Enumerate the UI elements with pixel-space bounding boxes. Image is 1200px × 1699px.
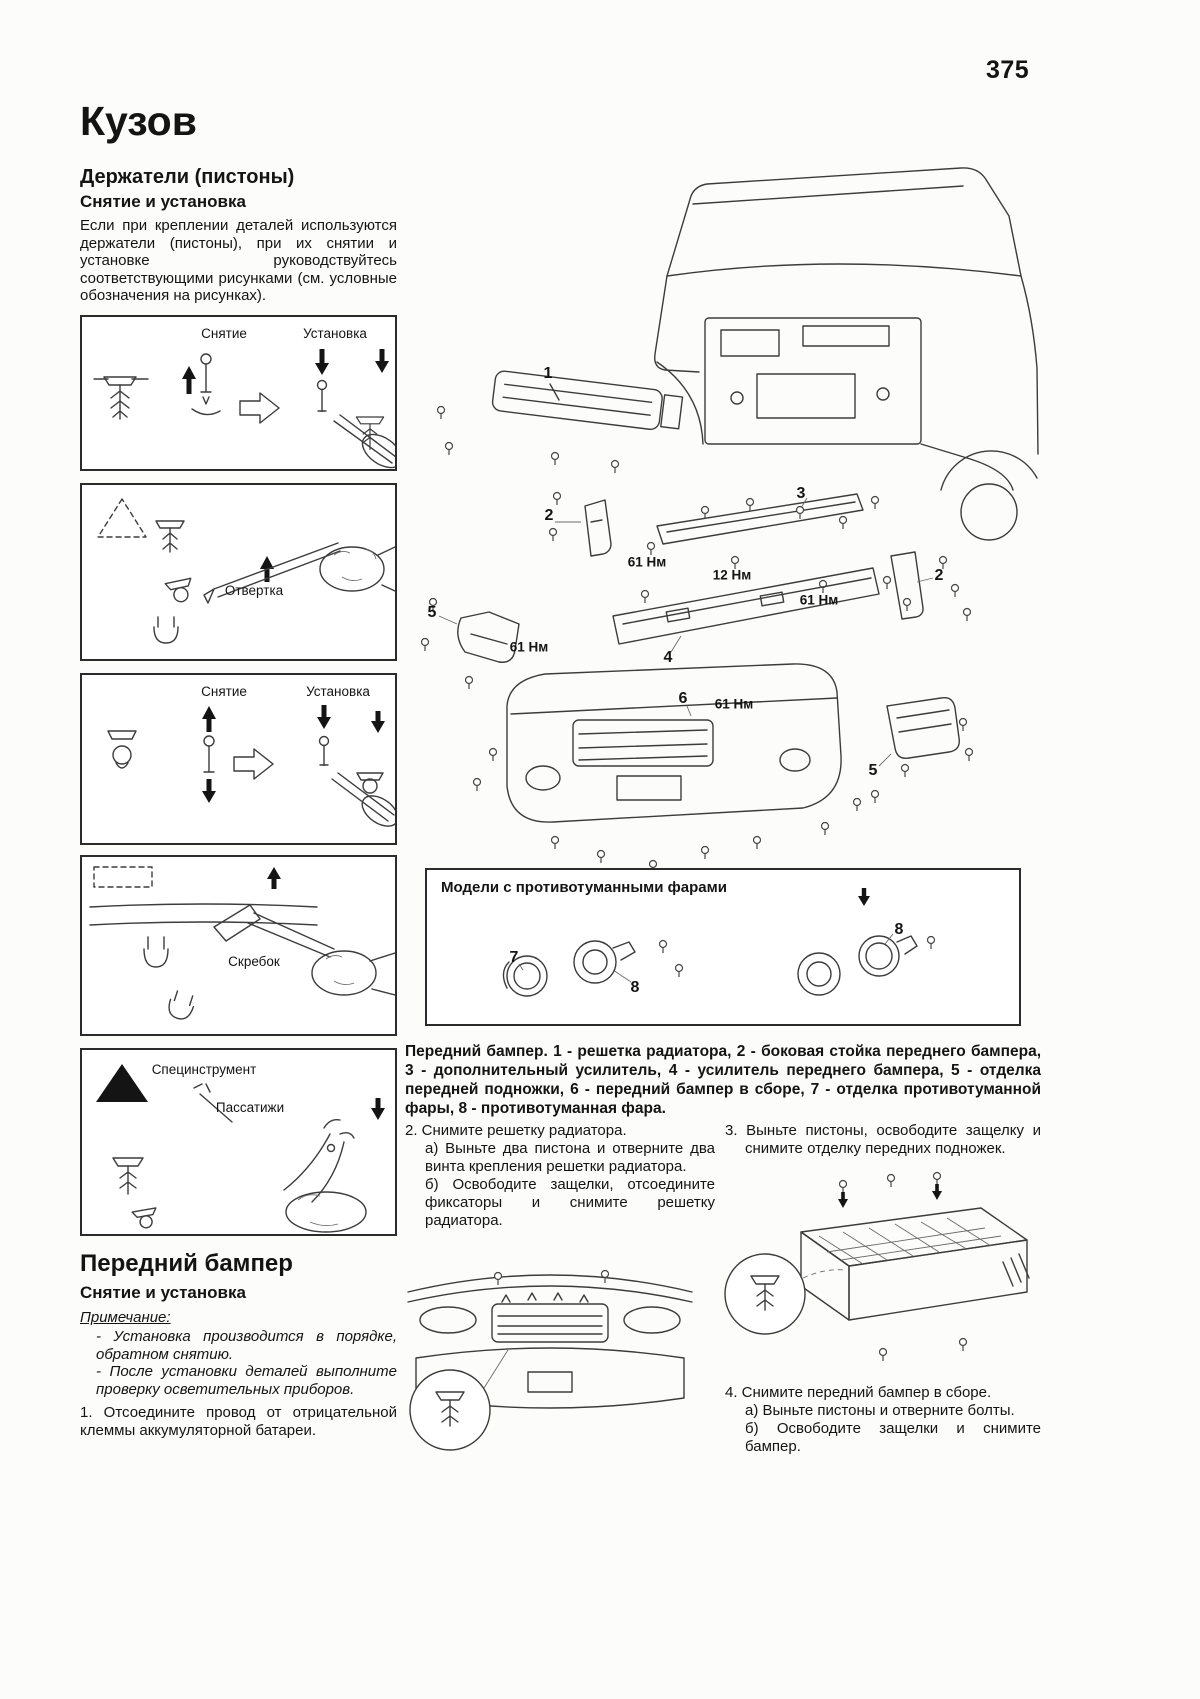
step-trim-removal-illustration <box>723 1166 1041 1374</box>
holders-heading: Держатели (пистоны) <box>80 166 295 188</box>
figure1-install-label: Установка <box>303 326 367 341</box>
figure-clip-special-tool-pliers <box>80 1048 397 1236</box>
callout-side-stay-right: 2 <box>934 567 944 584</box>
note-label: Примечание: <box>80 1309 171 1326</box>
figure2-tool-label: Отвертка <box>224 583 284 598</box>
figure-clip-screwdriver <box>80 483 397 661</box>
callout-grille: 1 <box>543 365 553 382</box>
screwdriver-illustration <box>82 485 395 659</box>
callout-add-reinforcement: 3 <box>796 485 806 502</box>
holders-subheading: Снятие и установка <box>80 192 246 211</box>
grille-removal-illustration <box>400 1246 700 1462</box>
holders-intro-text: Если при креплении деталей используются держатели (пистоны), при их снятии и установке руководствуйтесь соответствующими рисунками (см. условные обозначения на рисунках). <box>80 217 397 305</box>
callout-bumper-reinforcement: 4 <box>663 649 673 666</box>
step3-text: 3. Выньте пистоны, освободите защелку и снимите отделку передних подножек. <box>725 1122 1041 1157</box>
torque-label-61nm-2: 61 Нм <box>799 592 839 608</box>
figure3-install-label: Установка <box>306 684 370 699</box>
step4-item-a: а) Выньте пистоны и отверните болты. <box>745 1402 1015 1419</box>
front-bumper-heading: Передний бампер <box>80 1250 293 1277</box>
callout-step-trim-right: 5 <box>868 762 878 779</box>
figure-clip-pin-removal-install <box>80 315 397 471</box>
grommet-illustration <box>82 675 395 843</box>
callout-fog-trim: 7 <box>509 949 519 966</box>
front-bumper-subheading: Снятие и установка <box>80 1283 246 1302</box>
figure5-pliers-label: Пассатижи <box>215 1100 285 1115</box>
front-bumper-section <box>80 1250 397 1440</box>
fog-lamp-models-box <box>425 868 1021 1026</box>
page-number: 375 <box>986 56 1030 84</box>
figure5-special-tool-label: Специнструмент <box>151 1062 257 1077</box>
fog-box-label: Модели с противотуманными фарами <box>441 879 727 896</box>
figure4-tool-label: Скребок <box>228 954 280 969</box>
step2-title: 2. Снимите решетку радиатора. <box>405 1122 627 1139</box>
torque-label-61nm-3: 61 Нм <box>509 639 549 655</box>
step4-item-b: б) Освободите защелки и снимите бампер. <box>745 1420 1041 1455</box>
scraper-illustration <box>82 857 395 1034</box>
callout-fog-lamp-left: 8 <box>630 979 640 996</box>
step2-item-a: а) Выньте два пистона и отверните два винта крепления решетки радиатора. <box>425 1140 715 1175</box>
step3-column <box>725 1122 1041 1158</box>
diagram-caption: Передний бампер. 1 - решетка радиатора, 2 - боковая стойка переднего бампера, 3 - дополнительный усилитель, 4 - усилитель переднего бампера, 5 - отделка передней подножки, 6 - передний бампер в сборе, 7 - отделка противотуманной фары, 8 - противотуманная фара. <box>405 1043 1041 1117</box>
callout-bumper-assembly: 6 <box>678 690 688 707</box>
torque-label-61nm-1: 61 Нм <box>627 554 667 570</box>
pliers-illustration <box>82 1050 395 1234</box>
callout-side-stay-left: 2 <box>544 507 554 524</box>
figure1-removal-label: Снятие <box>201 326 247 341</box>
callout-step-trim-left: 5 <box>427 604 437 621</box>
figure-grommet-removal-install <box>80 673 397 845</box>
note-item-1: - Установка производится в порядке, обратном снятию. <box>96 1328 397 1363</box>
front-bumper-exploded-diagram <box>405 158 1040 1036</box>
figure-clip-scraper <box>80 855 397 1036</box>
figure3-removal-label: Снятие <box>201 684 247 699</box>
grille-removal-art <box>400 1246 700 1462</box>
torque-label-61nm-4: 61 Нм <box>714 696 754 712</box>
step4-title: 4. Снимите передний бампер в сборе. <box>725 1384 992 1401</box>
step2-column <box>405 1122 715 1230</box>
note-item-2: - После установки деталей выполните проверку осветительных приборов. <box>96 1363 397 1398</box>
step4-column <box>725 1384 1041 1456</box>
callout-fog-lamp-right: 8 <box>894 921 904 938</box>
page-title: Кузов <box>80 98 197 144</box>
torque-label-12nm: 12 Нм <box>712 567 752 583</box>
step2-item-b: б) Освободите защелки, отсоедините фиксаторы и снимите решетку радиатора. <box>425 1176 715 1229</box>
step-trim-art <box>723 1166 1041 1374</box>
step1-text: 1. Отсоедините провод от отрицательной клеммы аккумуляторной батареи. <box>80 1404 397 1439</box>
